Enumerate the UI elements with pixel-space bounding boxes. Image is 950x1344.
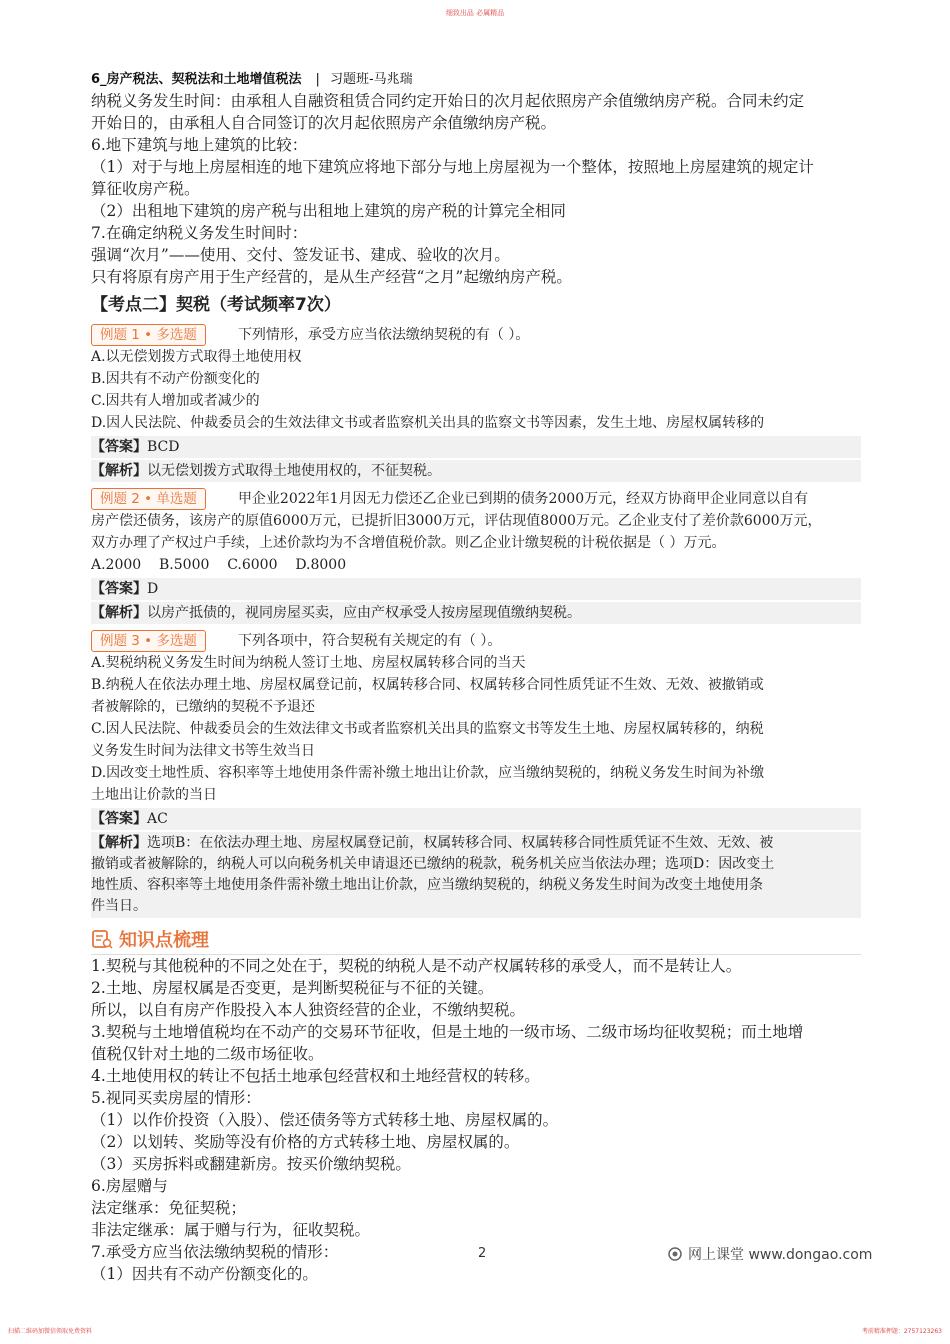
option: A.2000 [91,557,142,573]
knowledge-line: 5.视同买卖房屋的情形： [91,1089,261,1107]
example-1 [91,324,861,482]
header-subtitle: 习题班-马兆瑞 [329,72,413,87]
intro-line: 强调“次月”——使用、交付、签发证书、建成、验收的次月。 [91,246,510,264]
answer-label: 【答案】 [91,581,147,597]
knowledge-line: 值税仅针对土地的二级市场征收。 [91,1045,324,1063]
analysis-text: 以房产抵债的，视同房屋买卖，应由产权承受人按房屋现值缴纳契税。 [147,605,581,621]
analysis-line: 撤销或者被解除的，纳税人可以向税务机关申请退还已缴纳的税款，税务机关应当依法办理；选项D：因改变土 [91,856,775,872]
option: D.因人民法院、仲裁委员会的生效法律文书或者监察机关出具的监察文书等因素，发生土地、房屋权属转移的 [91,415,765,431]
knowledge-header [91,926,861,955]
option-line: B.纳税人在依法办理土地、房屋权属登记前，权属转移合同、权属转移合同性质凭证不生效、无效、被撤销或 [91,677,764,693]
option-line: D.因改变土地性质、容积率等土地使用条件需补缴土地出让价款，应当缴纳契税的，纳税义务发生时间为补缴 [91,765,765,781]
main-content [91,90,861,1285]
knowledge-line: 法定继承：免征契税； [91,1199,247,1217]
notes-icon [91,929,113,949]
knowledge-line: 非法定继承：属于赠与行为，征收契税。 [91,1221,371,1239]
example-stem: 甲企业2022年1月因无力偿还乙企业已到期的债务2000万元，经双方协商甲企业同意以自有 [237,491,809,507]
option: C.因共有人增加或者减少的 [91,393,260,409]
analysis-block [91,832,861,918]
top-watermark-text: 细致出品 必属精品 [445,9,505,17]
example-2 [91,488,861,624]
analysis-line: 选项B：在依法办理土地、房屋权属登记前，权属转移合同、权属转移合同性质凭证不生效、无效、被 [147,835,774,851]
example-tag: 例题 2 • 单选题 [91,488,206,510]
stem-line: 房产偿还债务，该房产的原值6000万元，已提折旧3000万元，评估现值8000万元。乙企业支付了差价款6000万元， [91,513,822,529]
footer-brand [668,1244,872,1264]
intro-line: 只有将原有房产用于生产经营的，是从生产经营“之月”起缴纳房产税。 [91,268,572,286]
answer-value: BCD [147,439,180,455]
knowledge-line: 4.土地使用权的转让不包括土地承包经营权和土地经营权的转移。 [91,1067,540,1085]
example-tag: 例题 1 • 多选题 [91,324,206,346]
intro-line: 7.在确定纳税义务发生时间时： [91,224,308,242]
brand-logo-icon [668,1247,682,1261]
example-stem: 下列情形，承受方应当依法缴纳契税的有（ ）。 [237,327,530,343]
knowledge-line: 所以，以自有房产作股投入本人独资经营的企业，不缴纳契税。 [91,1001,526,1019]
intro-line: （1）对于与地上房屋相连的地下建筑应将地下部分与地上房屋视为一个整体，按照地上房屋建筑的规定计 [91,158,814,176]
knowledge-line: 3.契税与土地增值税均在不动产的交易环节征收，但是土地的一级市场、二级市场均征收契税；而土地增 [91,1023,804,1041]
analysis-line: 地性质、容积率等土地使用条件需补缴土地出让价款，应当缴纳契税的，纳税义务发生时间为改变土地使用条 [91,877,763,893]
page-header [91,68,413,87]
intro-line: 6.地下建筑与地上建筑的比较： [91,136,308,154]
knowledge-line: （1）以作价投资（入股）、偿还债务等方式转移土地、房屋权属的。 [91,1111,559,1129]
answer-row [91,436,861,458]
answer-value: AC [147,811,168,827]
option-line: C.因人民法院、仲裁委员会的生效法律文书或者监察机关出具的监察文书等发生土地、房屋权属转移的，纳税 [91,721,764,737]
intro-line: 算征收房产税。 [91,180,200,198]
analysis-label: 【解析】 [91,605,147,621]
example-tag: 例题 3 • 多选题 [91,630,206,652]
header-title: 6_房产税法、契税法和土地增值税法 [91,72,302,87]
option: B.因共有不动产份额变化的 [91,371,260,387]
example-stem: 下列各项中，符合契税有关规定的有（ ）。 [237,633,502,649]
option: C.6000 [227,557,278,573]
answer-label: 【答案】 [91,439,147,455]
analysis-text: 以无偿划拨方式取得土地使用权的，不征契税。 [147,463,441,479]
bottom-right-note: 考前精准押题：2757123263 [861,1328,942,1335]
knowledge-line: 1.契税与其他税种的不同之处在于，契税的纳税人是不动产权属转移的承受人，而不是转让人。 [91,957,742,975]
option-line: A.契税纳税义务发生时间为纳税人签订土地、房屋权属转移合同的当天 [91,655,526,671]
knowledge-title: 知识点梳理 [119,930,209,951]
option: B.5000 [159,557,210,573]
brand-text: 网上课堂 www.dongao.com [688,1247,873,1263]
intro-line: 纳税义务发生时间：由承租人自融资租赁合同约定开始日的次月起依照房产余值缴纳房产税。合同未约定 [91,92,805,110]
intro-line: （2）出租地下建筑的房产税与出租地上建筑的房产税的计算完全相同 [91,202,566,220]
stem-line: 双方办理了产权过户手续，上述价款均为不含增值税价款。则乙企业计缴契税的计税依据是（ ）万元。 [91,535,726,551]
knowledge-line: （2）以划转、奖励等没有价格的方式转移土地、房屋权属的。 [91,1133,520,1151]
analysis-label: 【解析】 [91,835,147,851]
analysis-label: 【解析】 [91,463,147,479]
option-line: 义务发生时间为法律文书等生效当日 [91,743,315,759]
section-title: 【考点二】契税（考试频率7次） [91,295,341,315]
option: D.8000 [295,557,347,573]
answer-value: D [147,581,159,597]
page-number: 2 [478,1246,487,1261]
answer-label: 【答案】 [91,811,147,827]
knowledge-line: （1）因共有不动产份额变化的。 [91,1265,318,1283]
options-row [91,554,861,576]
knowledge-line: 7.承受方应当依法缴纳契税的情形： [91,1243,339,1261]
example-3 [91,630,861,918]
analysis-row [91,460,861,482]
answer-row [91,578,861,600]
option: A.以无偿划拨方式取得土地使用权 [91,349,302,365]
knowledge-line: 2.土地、房屋权属是否变更，是判断契税征与不征的关键。 [91,979,494,997]
answer-row [91,808,861,830]
option-line: 者被解除的，已缴纳的契税不予退还 [91,699,315,715]
option-line: 土地出让价款的当日 [91,787,217,803]
header-separator: | [315,72,320,87]
analysis-line: 件当日。 [91,898,147,914]
knowledge-line: 6.房屋赠与 [91,1177,168,1195]
analysis-row [91,602,861,624]
intro-line: 开始日的，由承租人自合同签订的次月起依照房产余值缴纳房产税。 [91,114,557,132]
knowledge-line: （3）买房拆料或翻建新房。按买价缴纳契税。 [91,1155,411,1173]
bottom-left-note: 扫描二维码加微信领取免费资料 [8,1328,93,1335]
